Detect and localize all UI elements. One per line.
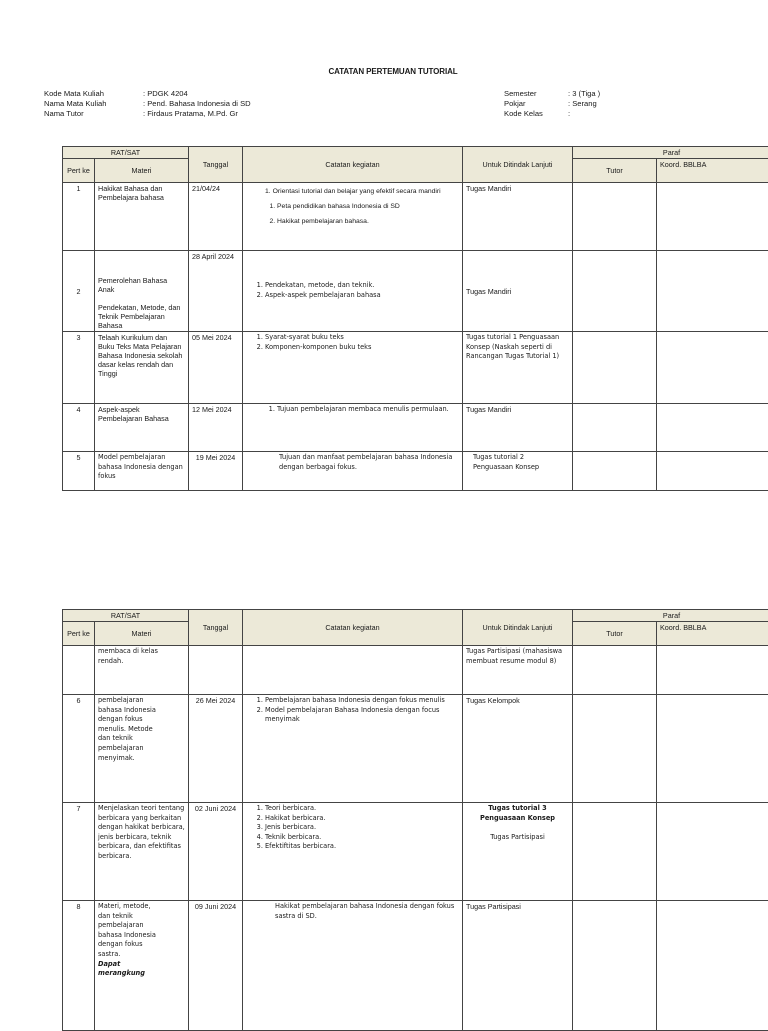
header-catatan: Catatan kegiatan (243, 610, 463, 646)
row-number (63, 646, 95, 695)
meta-label: Nama Mata Kuliah (44, 99, 143, 109)
row-paraf-tutor (573, 452, 657, 491)
course-info-right (504, 89, 600, 119)
lanjut-line: Tugas Partisipasi (466, 833, 569, 843)
tutorial-table-page-2 (62, 609, 768, 1031)
meta-label: Semester (504, 89, 568, 99)
row-tanggal: 12 Mei 2024 (189, 404, 243, 452)
row-catatan (243, 332, 463, 404)
row-tanggal: 26 Mei 2024 (189, 695, 243, 803)
lanjut-line: Penguasaan Konsep (466, 814, 569, 824)
lanjut-line: Penguasaan Konsep (473, 463, 569, 473)
materi-line: Pendekatan, Metode, dan Teknik Pembelajaran Bahasa (98, 303, 185, 330)
header-koord: Koord. BBLBA (657, 622, 768, 646)
row-tanggal: 19 Mei 2024 (189, 452, 243, 491)
row-catatan (243, 183, 463, 251)
header-tutor: Tutor (573, 622, 657, 646)
meta-label: Kode Mata Kuliah (44, 89, 143, 99)
meta-value: : Firdaus Pratama, M.Pd. Gr (143, 109, 238, 118)
row-materi: Hakikat Bahasa dan Pembelajara bahasa (95, 183, 189, 251)
row-materi: Aspek-aspek Pembelajaran Bahasa (95, 404, 189, 452)
table-row (63, 251, 768, 332)
row-materi: Telaah Kurikulum dan Buku Teks Mata Pelajaran Bahasa Indonesia sekolah dasar kelas rendah dan Tinggi (95, 332, 189, 404)
row-number: 8 (63, 901, 95, 1031)
row-materi: Menjelaskan teori tentang berbicara yang berkaitan dengan hakikat berbicara, jenis berbicara, teknik berbicara, dan efektifitas berbicara. (95, 803, 189, 901)
row-number: 7 (63, 803, 95, 901)
meta-value: : Pend. Bahasa Indonesia di SD (143, 99, 251, 108)
catatan-intro: 1. Orientasi tutorial dan belajar yang efektif secara mandiri (265, 184, 459, 199)
row-catatan (243, 646, 463, 695)
header-paraf: Paraf (573, 610, 768, 622)
catatan-item: 1. Peta pendidikan bahasa Indonesia di SD (277, 199, 459, 214)
meta-value: : 3 (Tiga ) (568, 89, 600, 98)
header-tanggal: Tanggal (189, 610, 243, 646)
table-row (63, 695, 768, 803)
row-materi (95, 251, 189, 332)
row-lanjut: Tugas Mandiri (463, 404, 573, 452)
row-materi: Model pembelajaran bahasa Indonesia dengan fokus (95, 452, 189, 491)
row-paraf-tutor (573, 695, 657, 803)
row-paraf-tutor (573, 901, 657, 1031)
catatan-item: 1. Syarat-syarat buku teks (265, 333, 459, 343)
header-materi: Materi (95, 622, 189, 646)
row-catatan: Tujuan dan manfaat pembelajaran bahasa Indonesia dengan berbagai fokus. (243, 452, 463, 491)
row-paraf-koord (657, 803, 768, 901)
row-lanjut: Tugas Partisipasi (463, 901, 573, 1031)
table-row (63, 404, 768, 452)
row-paraf-koord (657, 404, 768, 452)
row-paraf-koord (657, 646, 768, 695)
row-tanggal: 09 Juni 2024 (189, 901, 243, 1031)
catatan-item: 1. Pembelajaran bahasa Indonesia dengan fokus menulis (265, 696, 459, 706)
row-lanjut: Tugas Kelompok (463, 695, 573, 803)
row-number: 6 (63, 695, 95, 803)
row-lanjut (463, 803, 573, 901)
row-catatan: Hakikat pembelajaran bahasa Indonesia dengan fokus sastra di SD. (243, 901, 463, 1031)
header-materi: Materi (95, 159, 189, 183)
row-paraf-koord (657, 332, 768, 404)
table-row (63, 901, 768, 1031)
row-paraf-tutor (573, 251, 657, 332)
row-tanggal: 05 Mei 2024 (189, 332, 243, 404)
catatan-item: 1. Teori berbicara. (265, 804, 459, 814)
row-catatan (243, 404, 463, 452)
row-tanggal (189, 646, 243, 695)
row-lanjut: Tugas Mandiri (463, 183, 573, 251)
row-number: 3 (63, 332, 95, 404)
meta-value: : PDGK 4204 (143, 89, 188, 98)
tutorial-table-page-1 (62, 146, 768, 491)
row-tanggal: 21/04/24 (189, 183, 243, 251)
row-paraf-koord (657, 695, 768, 803)
catatan-item: 1. Pendekatan, metode, dan teknik. (265, 281, 459, 291)
row-catatan (243, 251, 463, 332)
table-row (63, 332, 768, 404)
meta-label: Pokjar (504, 99, 568, 109)
meta-value: : Serang (568, 99, 597, 108)
table-row (63, 646, 768, 695)
catatan-item: 2. Komponen-komponen buku teks (265, 343, 459, 353)
row-number: 1 (63, 183, 95, 251)
row-paraf-koord (657, 183, 768, 251)
lanjut-line: Tugas tutorial 3 (466, 804, 569, 814)
header-catatan: Catatan kegiatan (243, 147, 463, 183)
catatan-item: 2. Aspek-aspek pembelajaran bahasa (265, 291, 459, 301)
header-paraf: Paraf (573, 147, 768, 159)
header-pert: Pert ke (63, 622, 95, 646)
header-lanjut: Untuk Ditindak Lanjuti (463, 610, 573, 646)
header-pert: Pert ke (63, 159, 95, 183)
table-row (63, 452, 768, 491)
materi-line: Dapat merangkung (98, 960, 158, 979)
row-paraf-tutor (573, 404, 657, 452)
header-ratsat: RAT/SAT (63, 610, 189, 622)
row-tanggal: 28 April 2024 (189, 251, 243, 332)
materi-line: Pemerolehan Bahasa Anak (98, 276, 185, 294)
catatan-item: 5. Efektiftitas berbicara. (265, 842, 459, 852)
row-number: 5 (63, 452, 95, 491)
row-catatan (243, 803, 463, 901)
catatan-item: 2. Model pembelajaran Bahasa Indonesia dengan focus menyimak (265, 706, 459, 725)
materi-line: Materi, metode, dan teknik pembelajaran bahasa Indonesia dengan fokus sastra. (98, 902, 158, 960)
row-catatan (243, 695, 463, 803)
row-paraf-tutor (573, 183, 657, 251)
catatan-item: 2. Hakikat pembelajaran bahasa. (277, 214, 459, 229)
header-ratsat: RAT/SAT (63, 147, 189, 159)
row-number: 4 (63, 404, 95, 452)
header-lanjut: Untuk Ditindak Lanjuti (463, 147, 573, 183)
row-number: 2 (63, 251, 95, 332)
meta-label: Kode Kelas (504, 109, 568, 119)
course-info-left (44, 89, 251, 119)
header-koord: Koord. BBLBA (657, 159, 768, 183)
row-lanjut: Tugas Mandiri (463, 251, 573, 332)
row-paraf-koord (657, 452, 768, 491)
catatan-item: 2. Hakikat berbicara. (265, 814, 459, 824)
catatan-item: 3. Jenis berbicara. (265, 823, 459, 833)
row-materi (95, 901, 189, 1031)
row-lanjut (463, 452, 573, 491)
catatan-item: 4. Teknik berbicara. (265, 833, 459, 843)
document-title: CATATAN PERTEMUAN TUTORIAL (0, 67, 768, 76)
row-lanjut: Tugas tutorial 1 Penguasaan Konsep (Naskah seperti di Rancangan Tugas Tutorial 1) (463, 332, 573, 404)
meta-value: : (568, 109, 570, 118)
row-paraf-tutor (573, 332, 657, 404)
table-row (63, 183, 768, 251)
table-row (63, 803, 768, 901)
header-tutor: Tutor (573, 159, 657, 183)
meta-label: Nama Tutor (44, 109, 143, 119)
row-lanjut: Tugas Partisipasi (mahasiswa membuat resume modul 8) (463, 646, 573, 695)
row-materi: membaca di kelas rendah. (95, 646, 189, 695)
row-paraf-koord (657, 251, 768, 332)
catatan-item: 1. Tujuan pembelajaran membaca menulis permulaan. (277, 405, 459, 415)
header-tanggal: Tanggal (189, 147, 243, 183)
row-paraf-tutor (573, 646, 657, 695)
lanjut-line: Tugas tutorial 2 (473, 453, 569, 463)
row-paraf-tutor (573, 803, 657, 901)
row-paraf-koord (657, 901, 768, 1031)
row-materi: pembelajaran bahasa Indonesia dengan fokus menulis. Metode dan teknik pembelajaran menyimak. (95, 695, 189, 803)
row-tanggal: 02 Juni 2024 (189, 803, 243, 901)
